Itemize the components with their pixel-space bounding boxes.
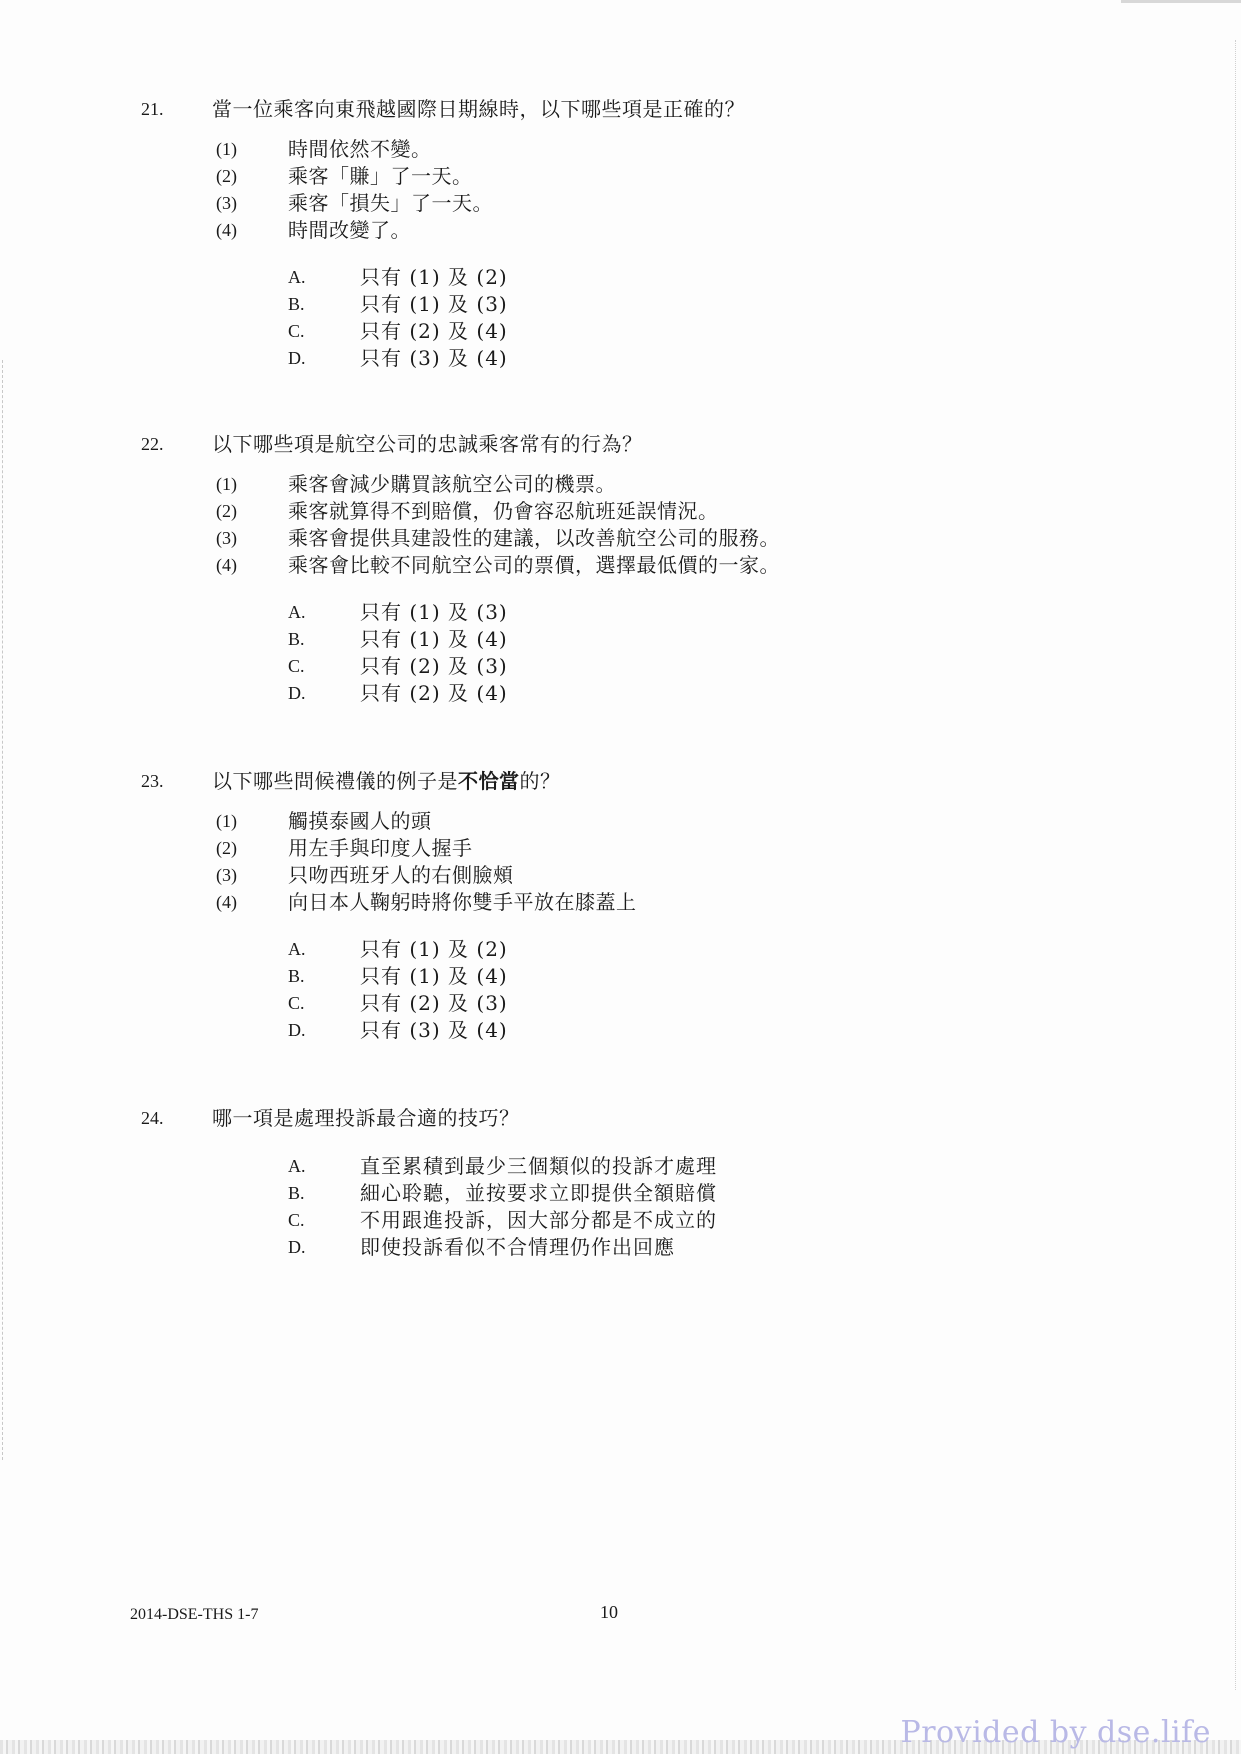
- statement-text: 時間改變了。: [288, 218, 411, 242]
- option-d: [0, 1017, 1241, 1044]
- option-label: C.: [288, 1210, 305, 1230]
- question-number: 22.: [141, 434, 164, 454]
- option-list: [0, 264, 1241, 372]
- option-list: [0, 936, 1241, 1044]
- option-a: [0, 1153, 1241, 1180]
- statement-label: (1): [216, 139, 237, 159]
- option-text: 只有 (1) 及 (2): [360, 937, 508, 961]
- option-label: C.: [288, 321, 305, 341]
- statement-item: [0, 835, 1241, 862]
- option-label: B.: [288, 966, 305, 986]
- option-text: 不用跟進投訴，因大部分都是不成立的: [360, 1208, 717, 1232]
- statement-label: (4): [216, 220, 237, 240]
- question-stem-start: 以下哪些問候禮儀的例子是: [212, 769, 458, 793]
- option-label: A.: [288, 267, 306, 287]
- statement-item: [0, 525, 1241, 552]
- question-stem: [212, 764, 561, 798]
- option-b: [0, 963, 1241, 990]
- option-c: [0, 318, 1241, 345]
- option-c: [0, 653, 1241, 680]
- statement-item: [0, 862, 1241, 889]
- option-label: A.: [288, 602, 306, 622]
- statement-text: 乘客就算得不到賠償，仍會容忍航班延誤情況。: [288, 499, 719, 523]
- option-c: [0, 990, 1241, 1017]
- statement-list: [0, 136, 1241, 244]
- option-text: 只有 (2) 及 (4): [360, 319, 508, 343]
- statement-label: (3): [216, 193, 237, 213]
- statement-text: 向日本人鞠躬時將你雙手平放在膝蓋上: [288, 890, 637, 914]
- statement-label: (1): [216, 474, 237, 494]
- statement-label: (4): [216, 892, 237, 912]
- question-stem: 以下哪些項是航空公司的忠誠乘客常有的行為？: [212, 432, 643, 456]
- question-stem-end: 的？: [519, 769, 561, 793]
- statement-label: (2): [216, 501, 237, 521]
- statement-label: (4): [216, 555, 237, 575]
- option-text: 只有 (1) 及 (3): [360, 292, 508, 316]
- statement-text: 乘客會提供具建設性的建議，以改善航空公司的服務。: [288, 526, 780, 550]
- option-label: D.: [288, 348, 306, 368]
- option-a: [0, 936, 1241, 963]
- option-label: B.: [288, 1183, 305, 1203]
- statement-text: 乘客「賺」了一天。: [288, 164, 473, 188]
- question-number: 24.: [141, 1108, 164, 1128]
- option-text: 即使投訴看似不合情理仍作出回應: [360, 1235, 675, 1259]
- option-text: 只有 (3) 及 (4): [360, 1018, 508, 1042]
- statement-item: [0, 889, 1241, 916]
- option-label: C.: [288, 993, 305, 1013]
- question-stem: 當一位乘客向東飛越國際日期線時，以下哪些項是正確的？: [212, 97, 745, 121]
- statement-list: [0, 808, 1241, 916]
- question-number: 21.: [141, 99, 164, 119]
- statement-text: 時間依然不變。: [288, 137, 432, 161]
- option-c: [0, 1207, 1241, 1234]
- statement-label: (3): [216, 528, 237, 548]
- watermark: Provided by dse.life: [900, 1715, 1211, 1750]
- statement-item: [0, 163, 1241, 190]
- statement-item: [0, 552, 1241, 579]
- question-stem-emphasis: 不恰當: [458, 769, 520, 793]
- question-23: [0, 764, 1241, 1044]
- statement-item: [0, 498, 1241, 525]
- statement-item: [0, 217, 1241, 244]
- option-b: [0, 626, 1241, 653]
- option-text: 只有 (2) 及 (3): [360, 654, 508, 678]
- question-header: [0, 764, 1241, 798]
- option-d: [0, 1234, 1241, 1261]
- option-label: C.: [288, 656, 305, 676]
- statement-text: 觸摸泰國人的頭: [288, 809, 432, 833]
- statement-item: [0, 808, 1241, 835]
- statement-label: (3): [216, 865, 237, 885]
- option-list: [0, 599, 1241, 707]
- question-21: [0, 92, 1241, 372]
- statement-text: 只吻西班牙人的右側臉頰: [288, 863, 514, 887]
- option-text: 只有 (2) 及 (3): [360, 991, 508, 1015]
- option-b: [0, 291, 1241, 318]
- statement-item: [0, 190, 1241, 217]
- option-text: 只有 (1) 及 (4): [360, 964, 508, 988]
- statement-list: [0, 471, 1241, 579]
- page-number: 10: [600, 1602, 618, 1622]
- option-label: A.: [288, 939, 306, 959]
- option-label: B.: [288, 294, 305, 314]
- statement-item: [0, 136, 1241, 163]
- question-stem: 哪一項是處理投訴最合適的技巧？: [212, 1106, 520, 1130]
- paper-code: 2014-DSE-THS 1-7: [130, 1606, 259, 1623]
- statement-text: 乘客「損失」了一天。: [288, 191, 493, 215]
- question-22: [0, 427, 1241, 707]
- statement-text: 乘客會減少購買該航空公司的機票。: [288, 472, 616, 496]
- option-label: A.: [288, 1156, 306, 1176]
- question-header: [0, 427, 1241, 461]
- question-header: [0, 1101, 1241, 1135]
- option-text: 直至累積到最少三個類似的投訴才處理: [360, 1154, 717, 1178]
- option-text: 只有 (1) 及 (2): [360, 265, 508, 289]
- option-text: 只有 (3) 及 (4): [360, 346, 508, 370]
- option-list: [0, 1153, 1241, 1261]
- statement-label: (1): [216, 811, 237, 831]
- option-d: [0, 345, 1241, 372]
- statement-text: 乘客會比較不同航空公司的票價，選擇最低價的一家。: [288, 553, 780, 577]
- option-a: [0, 264, 1241, 291]
- option-d: [0, 680, 1241, 707]
- option-label: D.: [288, 683, 306, 703]
- option-text: 只有 (1) 及 (3): [360, 600, 508, 624]
- statement-text: 用左手與印度人握手: [288, 836, 473, 860]
- option-b: [0, 1180, 1241, 1207]
- scan-edge-top: [1121, 0, 1241, 3]
- option-text: 只有 (2) 及 (4): [360, 681, 508, 705]
- option-text: 只有 (1) 及 (4): [360, 627, 508, 651]
- statement-label: (2): [216, 838, 237, 858]
- option-a: [0, 599, 1241, 626]
- option-label: D.: [288, 1237, 306, 1257]
- statement-label: (2): [216, 166, 237, 186]
- statement-item: [0, 471, 1241, 498]
- question-header: [0, 92, 1241, 126]
- question-number: 23.: [141, 771, 164, 791]
- question-24: [0, 1101, 1241, 1261]
- option-label: B.: [288, 629, 305, 649]
- option-text: 細心聆聽，並按要求立即提供全額賠償: [360, 1181, 717, 1205]
- option-label: D.: [288, 1020, 306, 1040]
